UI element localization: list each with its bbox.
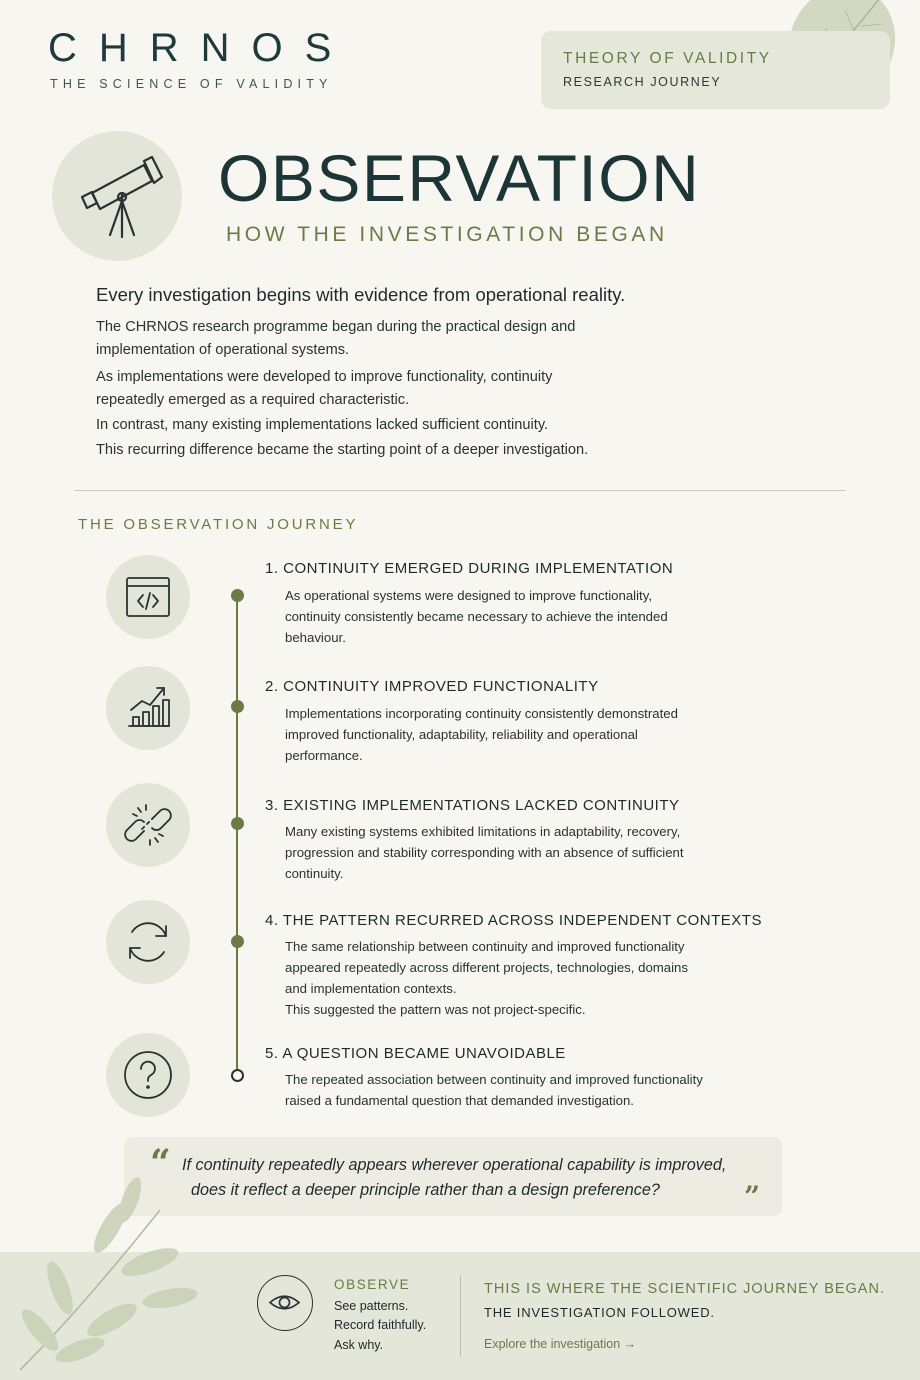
page-subtitle: HOW THE INVESTIGATION BEGAN — [226, 223, 668, 246]
intro-paragraph-4: This recurring difference became the starting point of a deeper investigation. — [96, 442, 589, 458]
telescope-badge — [52, 131, 182, 261]
step-1-line: continuity consistently became necessary to achieve the intended — [285, 609, 668, 624]
quote-open-mark: “ — [150, 1142, 171, 1184]
observe-title: OBSERVE — [334, 1277, 411, 1292]
timeline-dot-3 — [231, 817, 244, 830]
header-badge — [541, 31, 890, 109]
step-5-line: raised a fundamental question that demanded investigation. — [285, 1093, 634, 1108]
intro-paragraph-3: In contrast, many existing implementations lacked sufficient continuity. — [96, 417, 549, 433]
explore-investigation-link[interactable]: Explore the investigation → — [484, 1337, 637, 1351]
step-4-icon-badge — [106, 900, 190, 984]
question-mark-icon — [106, 1033, 190, 1117]
step-4-description — [285, 936, 755, 1020]
badge-subtitle: RESEARCH JOURNEY — [563, 75, 722, 89]
step-5-line: The repeated association between continuity and improved functionality — [285, 1072, 703, 1087]
step-5-icon-badge — [106, 1033, 190, 1117]
step-2-icon-badge — [106, 666, 190, 750]
code-window-icon — [106, 555, 190, 639]
quote-line-2: does it reflect a deeper principle rather than a design preference? — [191, 1181, 660, 1199]
step-4-line: appeared repeatedly across different projects, technologies, domains — [285, 960, 688, 975]
step-3-line: Many existing systems exhibited limitations in adaptability, recovery, — [285, 824, 681, 839]
step-3-title: 3. EXISTING IMPLEMENTATIONS LACKED CONTINUITY — [265, 797, 680, 814]
timeline-dot-1 — [231, 589, 244, 602]
step-2-line: Implementations incorporating continuity consistently demonstrated — [285, 706, 678, 721]
footer-subline: THE INVESTIGATION FOLLOWED. — [484, 1305, 715, 1320]
brand-logo: CHRNOS — [48, 26, 354, 70]
leaf-branch-decoration — [0, 1170, 230, 1380]
quote-line-1: If continuity repeatedly appears wherever operational capability is improved, — [182, 1156, 727, 1174]
eye-badge — [257, 1275, 313, 1331]
badge-title: THEORY OF VALIDITY — [563, 50, 772, 67]
timeline-line — [236, 595, 238, 1073]
step-4-line: and implementation contexts. — [285, 981, 457, 996]
step-3-icon-badge — [106, 783, 190, 867]
observe-line-2: Record faithfully. — [334, 1318, 427, 1332]
intro-p2-line2: repeatedly emerged as a required characteristic. — [96, 392, 410, 408]
intro-paragraph-1 — [96, 316, 656, 362]
observe-line-3: Ask why. — [334, 1338, 384, 1352]
telescope-icon — [52, 131, 182, 261]
step-3-line: progression and stability corresponding with an absence of sufficient — [285, 845, 684, 860]
step-1-icon-badge — [106, 555, 190, 639]
step-1-line: As operational systems were designed to improve functionality, — [285, 588, 652, 603]
step-3-description — [285, 821, 755, 884]
brand-tagline: THE SCIENCE OF VALIDITY — [50, 77, 333, 91]
page-title: OBSERVATION — [218, 141, 701, 215]
footer-headline: THIS IS WHERE THE SCIENTIFIC JOURNEY BEGAN. — [484, 1281, 885, 1297]
intro-p1-line1: The CHRNOS research programme began during the practical design and — [96, 319, 576, 335]
step-4-line: This suggested the pattern was not project-specific. — [285, 1002, 586, 1017]
cycle-arrows-icon — [106, 900, 190, 984]
timeline-dot-2 — [231, 700, 244, 713]
quote-close-mark: ” — [744, 1180, 761, 1213]
step-2-line: performance. — [285, 748, 363, 763]
intro-p1-line2: implementation of operational systems. — [96, 342, 350, 358]
intro-lead: Every investigation begins with evidence from operational reality. — [96, 284, 626, 305]
step-1-line: behaviour. — [285, 630, 346, 645]
step-2-line: improved functionality, adaptability, reliability and operational — [285, 727, 638, 742]
journey-heading: THE OBSERVATION JOURNEY — [78, 516, 359, 533]
step-2-description — [285, 703, 755, 766]
step-5-title: 5. A QUESTION BECAME UNAVOIDABLE — [265, 1045, 566, 1062]
observe-line-1: See patterns. — [334, 1299, 409, 1313]
intro-p2-line1: As implementations were developed to improve functionality, continuity — [96, 369, 553, 385]
timeline-dot-4 — [231, 935, 244, 948]
broken-link-icon — [106, 783, 190, 867]
section-divider — [74, 490, 846, 491]
timeline-end-dot — [231, 1069, 244, 1082]
step-1-title: 1. CONTINUITY EMERGED DURING IMPLEMENTATION — [265, 560, 674, 577]
footer-divider — [460, 1275, 461, 1357]
step-4-line: The same relationship between continuity and improved functionality — [285, 939, 685, 954]
step-3-line: continuity. — [285, 866, 344, 881]
step-2-title: 2. CONTINUITY IMPROVED FUNCTIONALITY — [265, 678, 599, 695]
growth-chart-icon — [106, 666, 190, 750]
quote-text — [182, 1153, 762, 1203]
step-1-description — [285, 585, 755, 648]
step-5-description — [285, 1069, 765, 1111]
eye-icon — [258, 1276, 311, 1329]
intro-paragraph-2 — [96, 366, 656, 412]
step-4-title: 4. THE PATTERN RECURRED ACROSS INDEPENDENT CONTEXTS — [265, 912, 762, 929]
